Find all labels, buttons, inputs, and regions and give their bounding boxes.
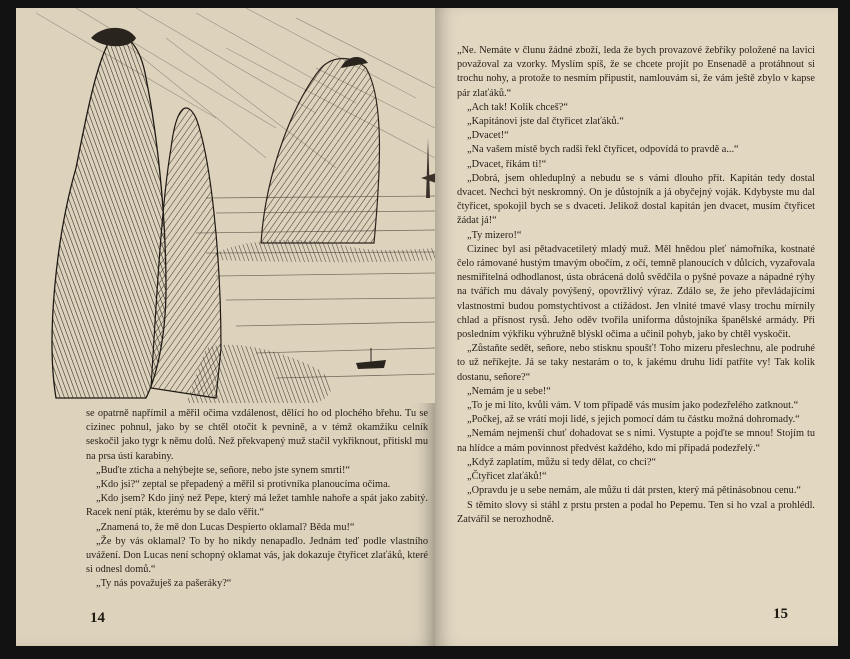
left-page xyxy=(16,8,435,646)
paragraph: „Nemám je u sebe!“ xyxy=(467,385,551,397)
paragraph: „Buďte zticha a nehýbejte se, señore, nebo jste synem smrti!“ xyxy=(96,464,350,476)
right-page-text xyxy=(457,44,815,527)
paragraph: „Ty mizero!“ xyxy=(467,229,522,241)
paragraph: S těmito slovy si stáhl z prstu prsten a podal ho Pepemu. Ten si ho vzal a prohlédl. Zatvářil se nerozhodně. xyxy=(457,499,815,525)
paragraph: „To je mi líto, kvůli vám. V tom případě vás musím jako podezřelého zatknout.“ xyxy=(467,400,799,412)
paragraph: „Dvacet, říkám ti!“ xyxy=(467,158,547,170)
page-number: 15 xyxy=(773,606,788,622)
paragraph: „Znamená to, že mě don Lucas Despierto oklamal? Běda mu!“ xyxy=(96,521,355,533)
paragraph: se opatrně napřímil a měřil očima vzdálenost, dělící ho od plochého břehu. Tu se cizinec pohnul, jako by se chtěl otočit k pevnině, a v témž okamžiku celník seskočil jako tygr k němu dolů. Než překvapený muž stačil vykřiknout, přitiskl mu na prsa ústí karabiny. xyxy=(86,408,428,462)
paragraph: „Zůstaňte sedět, señore, nebo stisknu spoušť! Toho mizeru přeslechnu, ale podruhé to už neříkejte. Já se taky nestarám o to, k jakému druhu lidí patříte vy! Tak kolik dostanu, señore?“ xyxy=(457,343,815,383)
paragraph: „Opravdu je u sebe nemám, ale můžu ti dát prsten, který má pětinásobnou cenu.“ xyxy=(467,485,801,497)
paragraph: „Nemám nejmenší chuť dohadovat se s nimi. Vystupte a pojďte se mnou! Stojím tu na hlídce a mám povinnost předvést každého, kdo mi připadá podezřelý.“ xyxy=(457,428,815,454)
paragraph: „Čtyřicet zlaťáků!“ xyxy=(467,471,547,483)
paragraph: „Kdo jsem? Kdo jiný než Pepe, který má ležet tamhle nahoře a spát jako zabitý. Racek není pták, kterému by se dalo věřit.“ xyxy=(86,493,428,519)
paragraph: „Že by vás oklamal? To by ho nikdy nenapadlo. Jednám teď podle vlastního uvážení. Don Lucas není schopný oklamat vás, jak dokazuje čtyřicet zlaťáků, které si odnesl domů.“ xyxy=(86,535,428,576)
paragraph: Cizinec byl asi pětadvacetiletý mladý muž. Měl hnědou pleť námořníka, kostnaté čelo rámované hustým tmavým obočím, z očí, temně planoucích v důlcích, vyzařovala nesmiřitelná odhodlanost, ústa obrácená dolů svědčila o pyšné povaze a nápadné rýhy na tvářích mu dávaly povýšený, opovržlivý výraz. Zdálo se, že jeho převládajícími vlastnostmi budou pomstychtivost a ctižádost. Jen vlnité tmavé vlasy trochu mírnily chlad a přísnost rysů. Jeho oděv tvořila uniforma důstojníka španělské armády. Při posledním výkřiku výhružně blýskl očima a učinil pohyb, jako by chtěl vyskočit. xyxy=(457,243,815,341)
paragraph: „Ach tak! Kolik chceš?“ xyxy=(467,101,568,113)
paragraph: „Dvacet!“ xyxy=(467,130,509,142)
paragraph: „Dobrá, jsem ohleduplný a nebudu se s vámi dlouho přít. Kapitán tedy dostal dvacet. Nechci být neskromný. On je důstojník a já obyčejný voják. Kdybyste mu dal čtyřicet, spokojil bych se s dvaceti. Jelikož dostal kapitán jen dvacet, musím čtyřicet žádat já!“ xyxy=(457,172,815,227)
paragraph: „Ty nás považuješ za pašeráky?“ xyxy=(96,578,232,590)
paragraph: „Ne. Nemáte v člunu žádné zboží, leda že bych provazové žebříky položené na lavici považoval za vzorky. Myslím spíš, že se chcete projít po Ensenadě a protáhnout si trochu nohy, a protože to nesmím připustit, namlouvám si, že vám ještě zbylo v kapse pár zlaťáků.“ xyxy=(457,45,815,99)
coastal-rocks-illustration xyxy=(16,8,435,403)
right-page xyxy=(435,8,838,646)
paragraph: „Počkej, až se vrátí moji lidé, s jejich pomocí dám tu částku možná dohromady.“ xyxy=(467,414,800,426)
paragraph: „Když zaplatím, můžu si tedy dělat, co chci?“ xyxy=(467,456,656,468)
paragraph: „Na vašem místě bych radši řekl čtyřicet, odpovídá to pravdě a...“ xyxy=(467,144,739,156)
page-number: 14 xyxy=(90,610,105,626)
paragraph: „Kdo jsi?“ zeptal se přepadený a měřil si protivníka planoucíma očima. xyxy=(96,479,391,491)
left-page-text xyxy=(86,407,428,592)
paragraph: „Kapitánovi jste dal čtyřicet zlaťáků.“ xyxy=(467,116,624,128)
